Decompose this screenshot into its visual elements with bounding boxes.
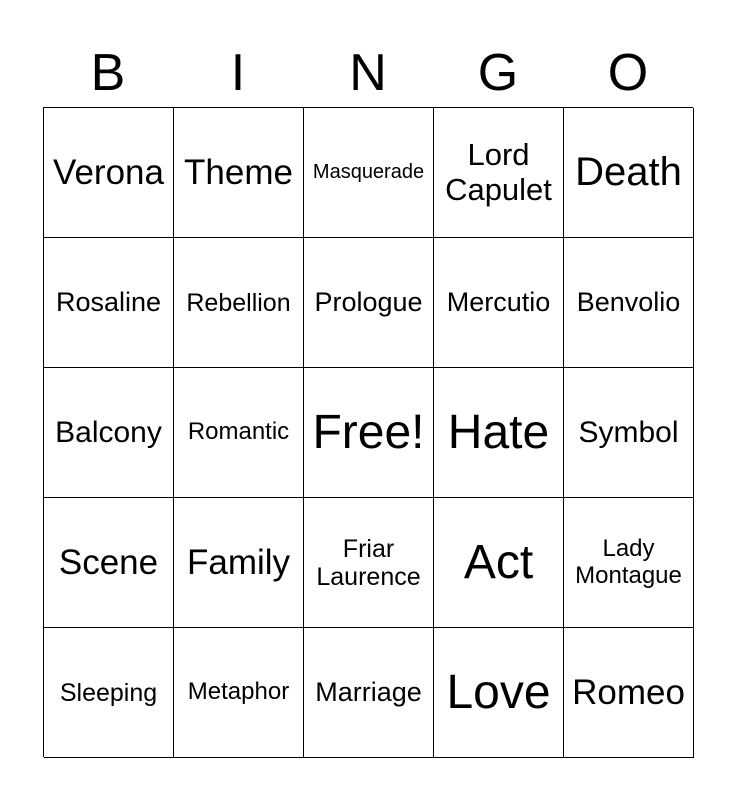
bingo-cell[interactable]: Rebellion (174, 238, 304, 368)
bingo-cell[interactable]: Lady Montague (564, 498, 694, 628)
bingo-cell[interactable]: Mercutio (434, 238, 564, 368)
bingo-cell[interactable]: Scene (44, 498, 174, 628)
bingo-board (43, 107, 693, 757)
bingo-cell[interactable]: Balcony (44, 368, 174, 498)
bingo-cell[interactable]: Prologue (304, 238, 434, 368)
bingo-cell[interactable]: Benvolio (564, 238, 694, 368)
header-letter-i: I (230, 44, 246, 102)
bingo-cell[interactable]: Verona (44, 108, 174, 238)
bingo-cell[interactable]: Death (564, 108, 694, 238)
bingo-cell[interactable]: Family (174, 498, 304, 628)
bingo-cell[interactable]: Hate (434, 368, 564, 498)
bingo-header (43, 40, 693, 106)
bingo-cell[interactable]: Act (434, 498, 564, 628)
bingo-cell[interactable]: Love (434, 628, 564, 758)
bingo-cell[interactable]: Sleeping (44, 628, 174, 758)
bingo-cell[interactable]: Metaphor (174, 628, 304, 758)
bingo-cell[interactable]: Romeo (564, 628, 694, 758)
header-letter-n: N (349, 44, 387, 102)
bingo-cell[interactable]: Rosaline (44, 238, 174, 368)
bingo-cell[interactable]: Marriage (304, 628, 434, 758)
free-space-cell[interactable]: Free! (304, 368, 434, 498)
header-letter-b: B (90, 44, 126, 102)
bingo-cell[interactable]: Friar Laurence (304, 498, 434, 628)
bingo-cell[interactable]: Lord Capulet (434, 108, 564, 238)
bingo-cell[interactable]: Romantic (174, 368, 304, 498)
bingo-cell[interactable]: Masquerade (304, 108, 434, 238)
header-letter-o: O (607, 44, 649, 102)
header-letter-g: G (477, 44, 519, 102)
bingo-cell[interactable]: Theme (174, 108, 304, 238)
bingo-cell[interactable]: Symbol (564, 368, 694, 498)
